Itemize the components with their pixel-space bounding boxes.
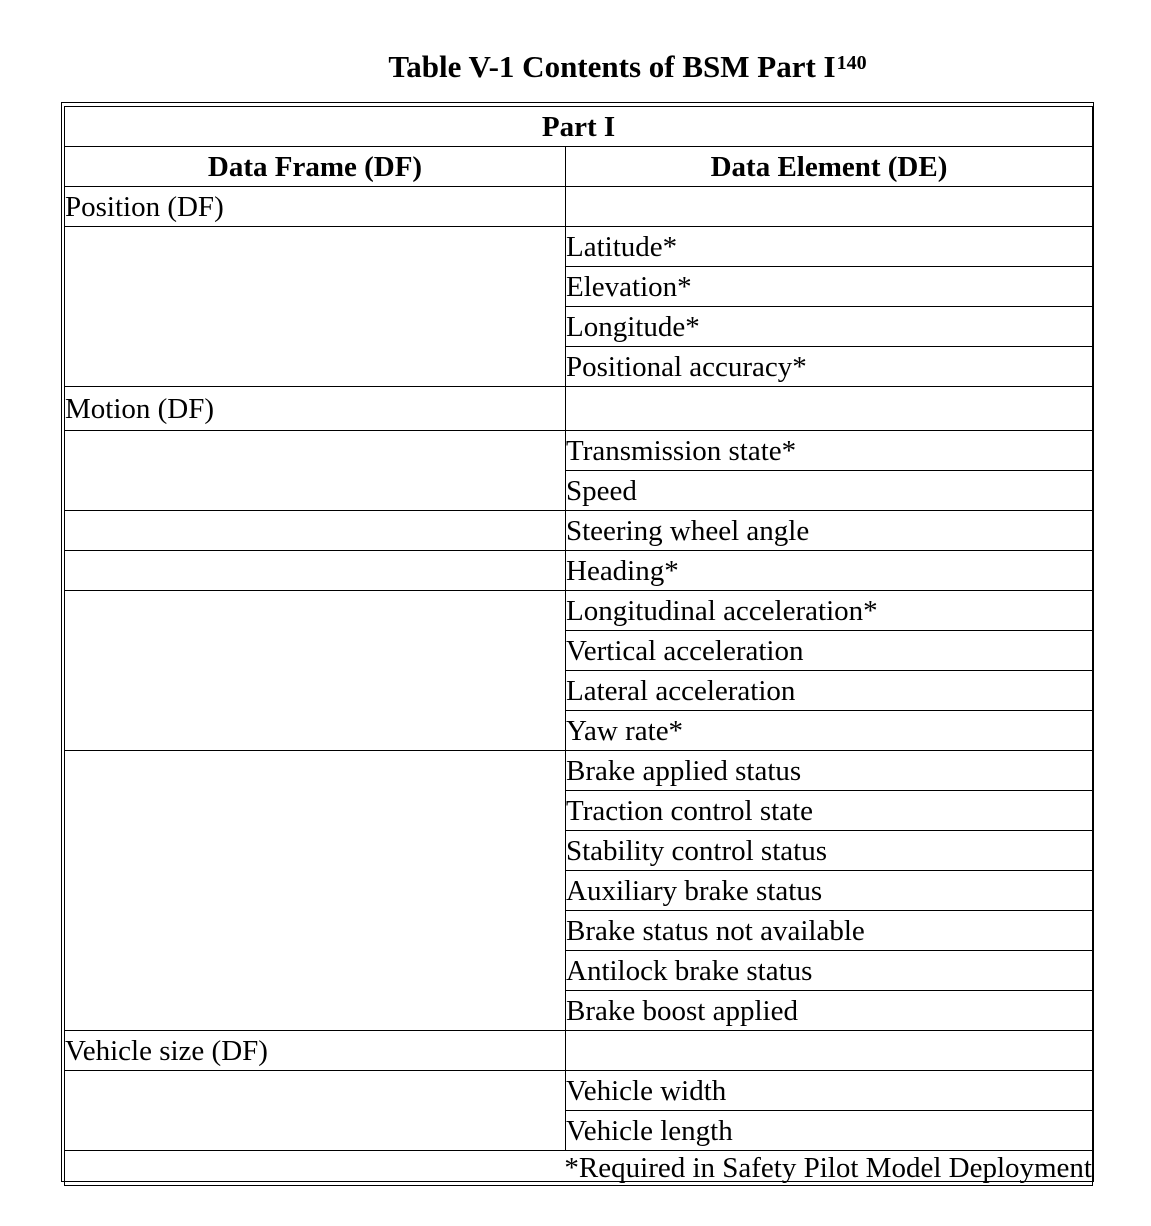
data-frame-cell [65, 511, 566, 551]
data-element-cell: Vertical acceleration [566, 631, 1093, 671]
data-element-header: Data Element (DE) [566, 147, 1093, 187]
data-element-cell: Elevation* [566, 267, 1093, 307]
data-frame-cell: Motion (DF) [65, 387, 566, 431]
table-title-text: Table V-1 Contents of BSM Part I [388, 49, 836, 84]
data-element-cell: Brake status not available [566, 911, 1093, 951]
data-frame-cell [65, 1071, 566, 1151]
data-element-cell: Speed [566, 471, 1093, 511]
data-frame-cell [65, 227, 566, 387]
part-header-row [65, 107, 1093, 147]
data-element-cell: Brake applied status [566, 751, 1093, 791]
data-element-cell: Vehicle length [566, 1111, 1093, 1151]
data-element-cell: Longitudinal acceleration* [566, 591, 1093, 631]
data-element-cell: Latitude* [566, 227, 1093, 267]
data-element-cell: Steering wheel angle [566, 511, 1093, 551]
footnote-row [65, 1151, 1093, 1186]
data-element-cell [566, 187, 1093, 227]
table-row [65, 431, 1093, 471]
table-title [0, 47, 1151, 87]
table-row [65, 751, 1093, 791]
table-row [65, 551, 1093, 591]
table-row [65, 511, 1093, 551]
table-row [65, 1071, 1093, 1111]
data-element-cell: Traction control state [566, 791, 1093, 831]
table-row [65, 227, 1093, 267]
data-element-cell: Auxiliary brake status [566, 871, 1093, 911]
data-element-cell: Stability control status [566, 831, 1093, 871]
data-frame-cell: Position (DF) [65, 187, 566, 227]
data-element-cell: Antilock brake status [566, 951, 1093, 991]
data-element-cell: Heading* [566, 551, 1093, 591]
table-row [65, 1031, 1093, 1071]
data-element-cell: Positional accuracy* [566, 347, 1093, 387]
table-row [65, 591, 1093, 631]
bsm-contents-table [64, 106, 1093, 1186]
data-frame-cell [65, 551, 566, 591]
column-header-row [65, 147, 1093, 187]
data-element-cell: Brake boost applied [566, 991, 1093, 1031]
data-element-cell: Yaw rate* [566, 711, 1093, 751]
part-header: Part I [65, 107, 1093, 147]
data-frame-cell: Vehicle size (DF) [65, 1031, 566, 1071]
data-element-cell [566, 387, 1093, 431]
data-element-cell [566, 1031, 1093, 1071]
data-element-cell: Longitude* [566, 307, 1093, 347]
footnote-reference: 140 [836, 52, 867, 74]
footnote: *Required in Safety Pilot Model Deployment [65, 1151, 1093, 1186]
data-element-cell: Transmission state* [566, 431, 1093, 471]
data-frame-cell [65, 431, 566, 511]
data-frame-cell [65, 591, 566, 751]
table-row [65, 187, 1093, 227]
table-row [65, 387, 1093, 431]
data-element-cell: Lateral acceleration [566, 671, 1093, 711]
data-element-cell: Vehicle width [566, 1071, 1093, 1111]
data-frame-cell [65, 751, 566, 1031]
data-frame-header: Data Frame (DF) [65, 147, 566, 187]
